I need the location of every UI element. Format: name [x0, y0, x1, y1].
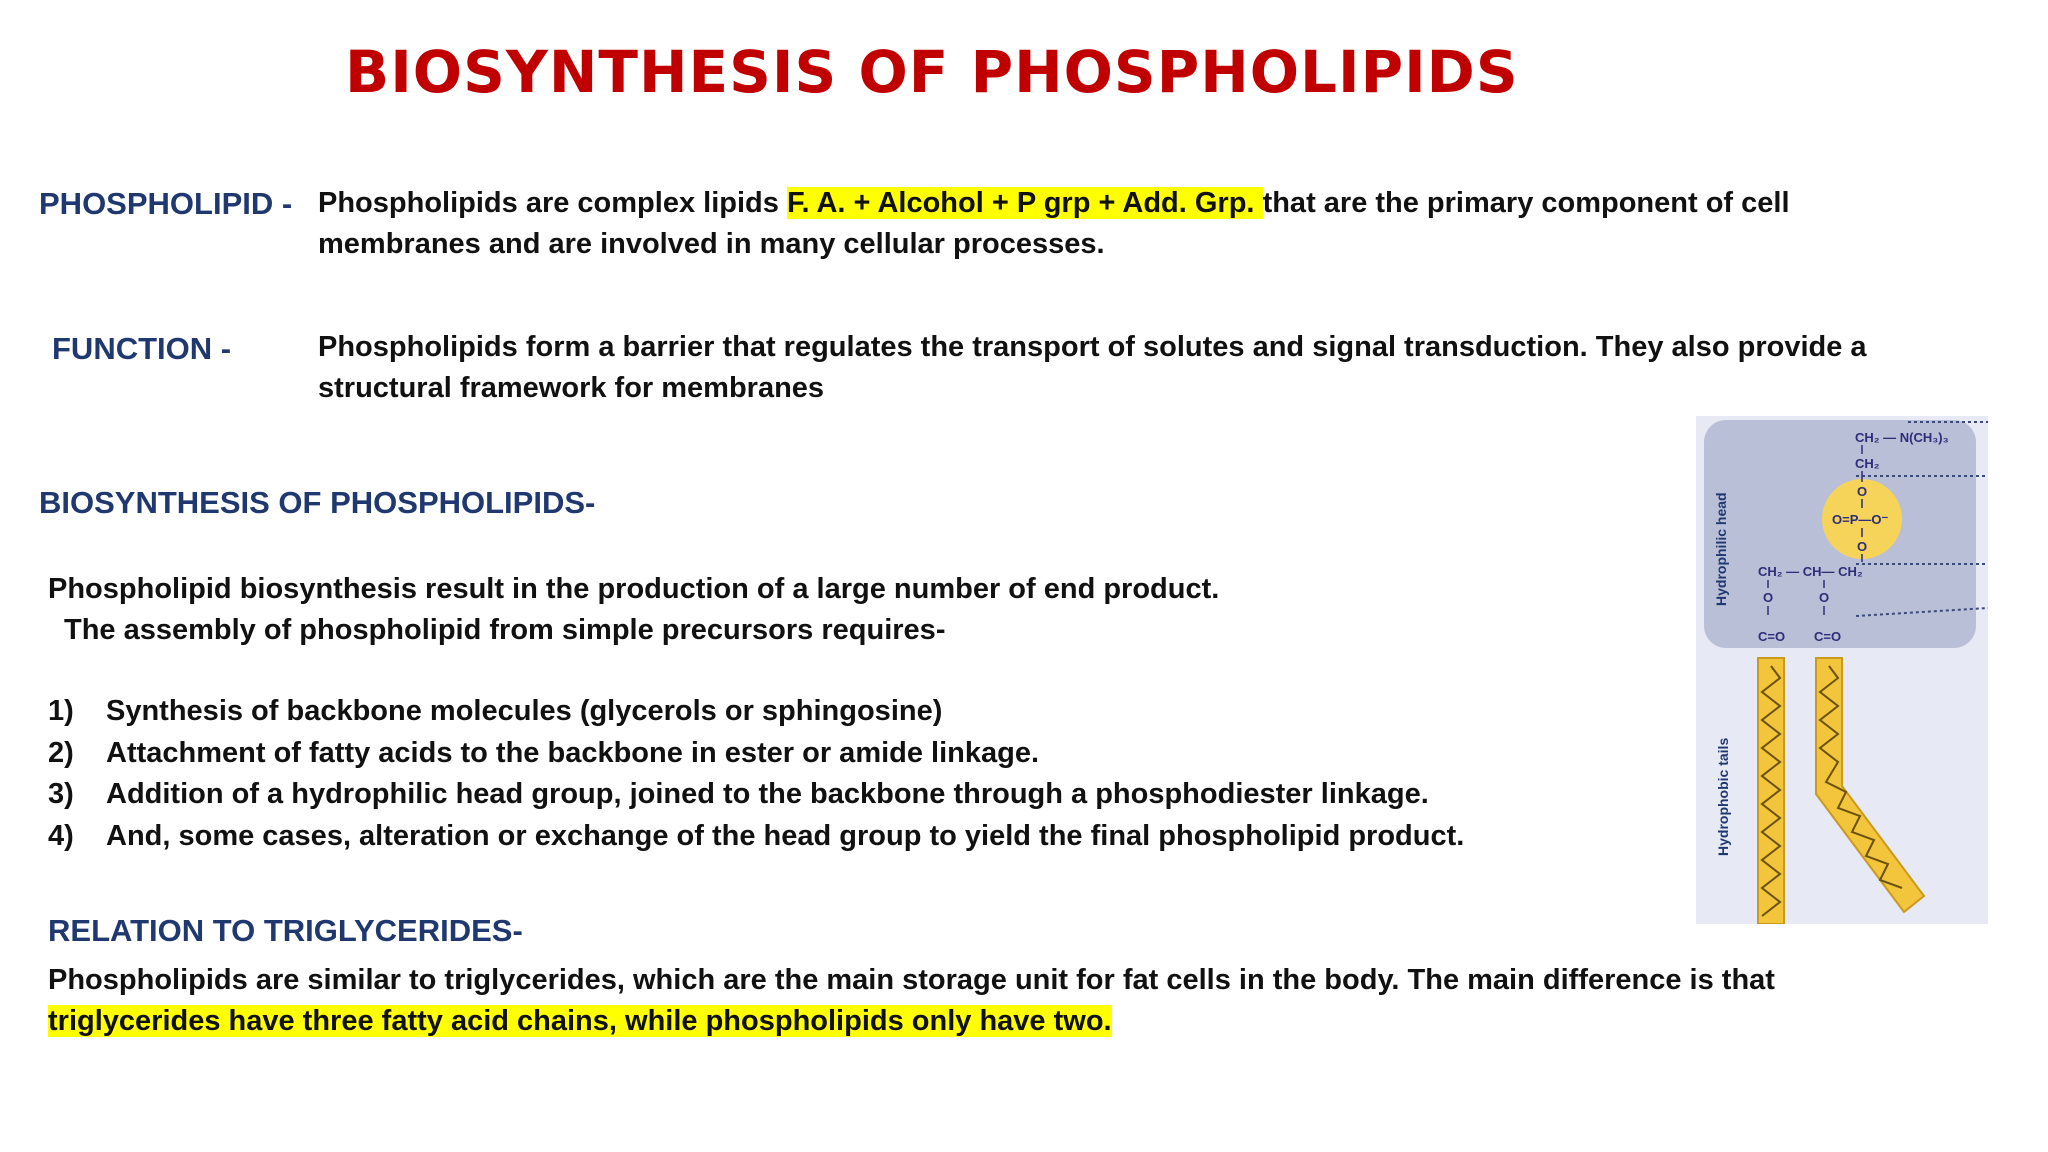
- phospholipid-label: PHOSPHOLIPID -: [39, 186, 293, 221]
- relation-text-plain: Phospholipids are similar to triglycerides, which are the main storage unit for fat cells in the body. The main difference is that: [48, 964, 1775, 996]
- relation-text: [48, 960, 1898, 1042]
- hydrophobic-tails-label: Hydrophobic tails: [1715, 737, 1731, 856]
- list-number: 3): [48, 778, 74, 810]
- list-number: 4): [48, 819, 74, 852]
- phospholipid-text-before: Phospholipids are complex lipids: [318, 187, 787, 219]
- oxygen-label: O: [1819, 590, 1830, 605]
- phospholipid-structure-figure: [1696, 416, 1988, 924]
- list-number: 2): [48, 736, 74, 769]
- glycerol-label: CH₂ — CH— CH₂: [1758, 564, 1863, 579]
- phospholipid-definition: [318, 183, 1938, 265]
- biosynthesis-heading: BIOSYNTHESIS OF PHOSPHOLIPIDS-: [39, 485, 596, 520]
- phospholipid-text-after: that are the primary component of cell membranes and are involved in many cellular processes.: [318, 187, 1790, 260]
- list-text: Synthesis of backbone molecules (glycerols or sphingosine): [106, 695, 943, 727]
- biosynthesis-intro-line2: The assembly of phospholipid from simple precursors requires-: [64, 614, 946, 646]
- list-number: 1): [48, 695, 74, 727]
- function-text: Phospholipids form a barrier that regulates the transport of solutes and signal transduction. They also provide a structural framework for membranes: [318, 331, 1867, 404]
- phosphate-label: O=P—O⁻: [1832, 512, 1889, 527]
- relation-heading: RELATION TO TRIGLYCERIDES-: [48, 913, 523, 948]
- list-text: Attachment of fatty acids to the backbone in ester or amide linkage.: [106, 736, 1040, 769]
- oxygen-label: O: [1857, 484, 1868, 499]
- ch2-label: CH₂: [1855, 456, 1880, 471]
- biosynthesis-intro-line1: Phospholipid biosynthesis result in the production of a large number of end product.: [48, 573, 1220, 605]
- list-text: Addition of a hydrophilic head group, joined to the backbone through a phosphodiester linkage.: [106, 778, 1429, 810]
- function-label: FUNCTION -: [52, 331, 232, 366]
- list-item: [48, 733, 1464, 775]
- oxygen-label: O: [1857, 539, 1868, 554]
- list-item: [48, 774, 1464, 816]
- hydrophilic-head-label: Hydrophilic head: [1713, 492, 1729, 606]
- phospholipid-highlight: F. A. + Alcohol + P grp + Add. Grp.: [786, 187, 1263, 219]
- biosynthesis-steps: [48, 691, 1464, 857]
- list-item: [48, 691, 1464, 733]
- oxygen-label: O: [1763, 590, 1774, 605]
- relation-highlight: triglycerides have three fatty acid chains, while phospholipids only have two.: [48, 1005, 1112, 1037]
- page-title: BIOSYNTHESIS OF PHOSPHOLIPIDS: [345, 38, 1519, 106]
- carbonyl-label: C=O: [1758, 629, 1786, 644]
- list-item: [48, 816, 1464, 858]
- choline-label: CH₂ — N(CH₃)₃: [1855, 430, 1949, 445]
- carbonyl-label: C=O: [1814, 629, 1842, 644]
- list-text: And, some cases, alteration or exchange of the head group to yield the final phospholipid product.: [106, 819, 1465, 852]
